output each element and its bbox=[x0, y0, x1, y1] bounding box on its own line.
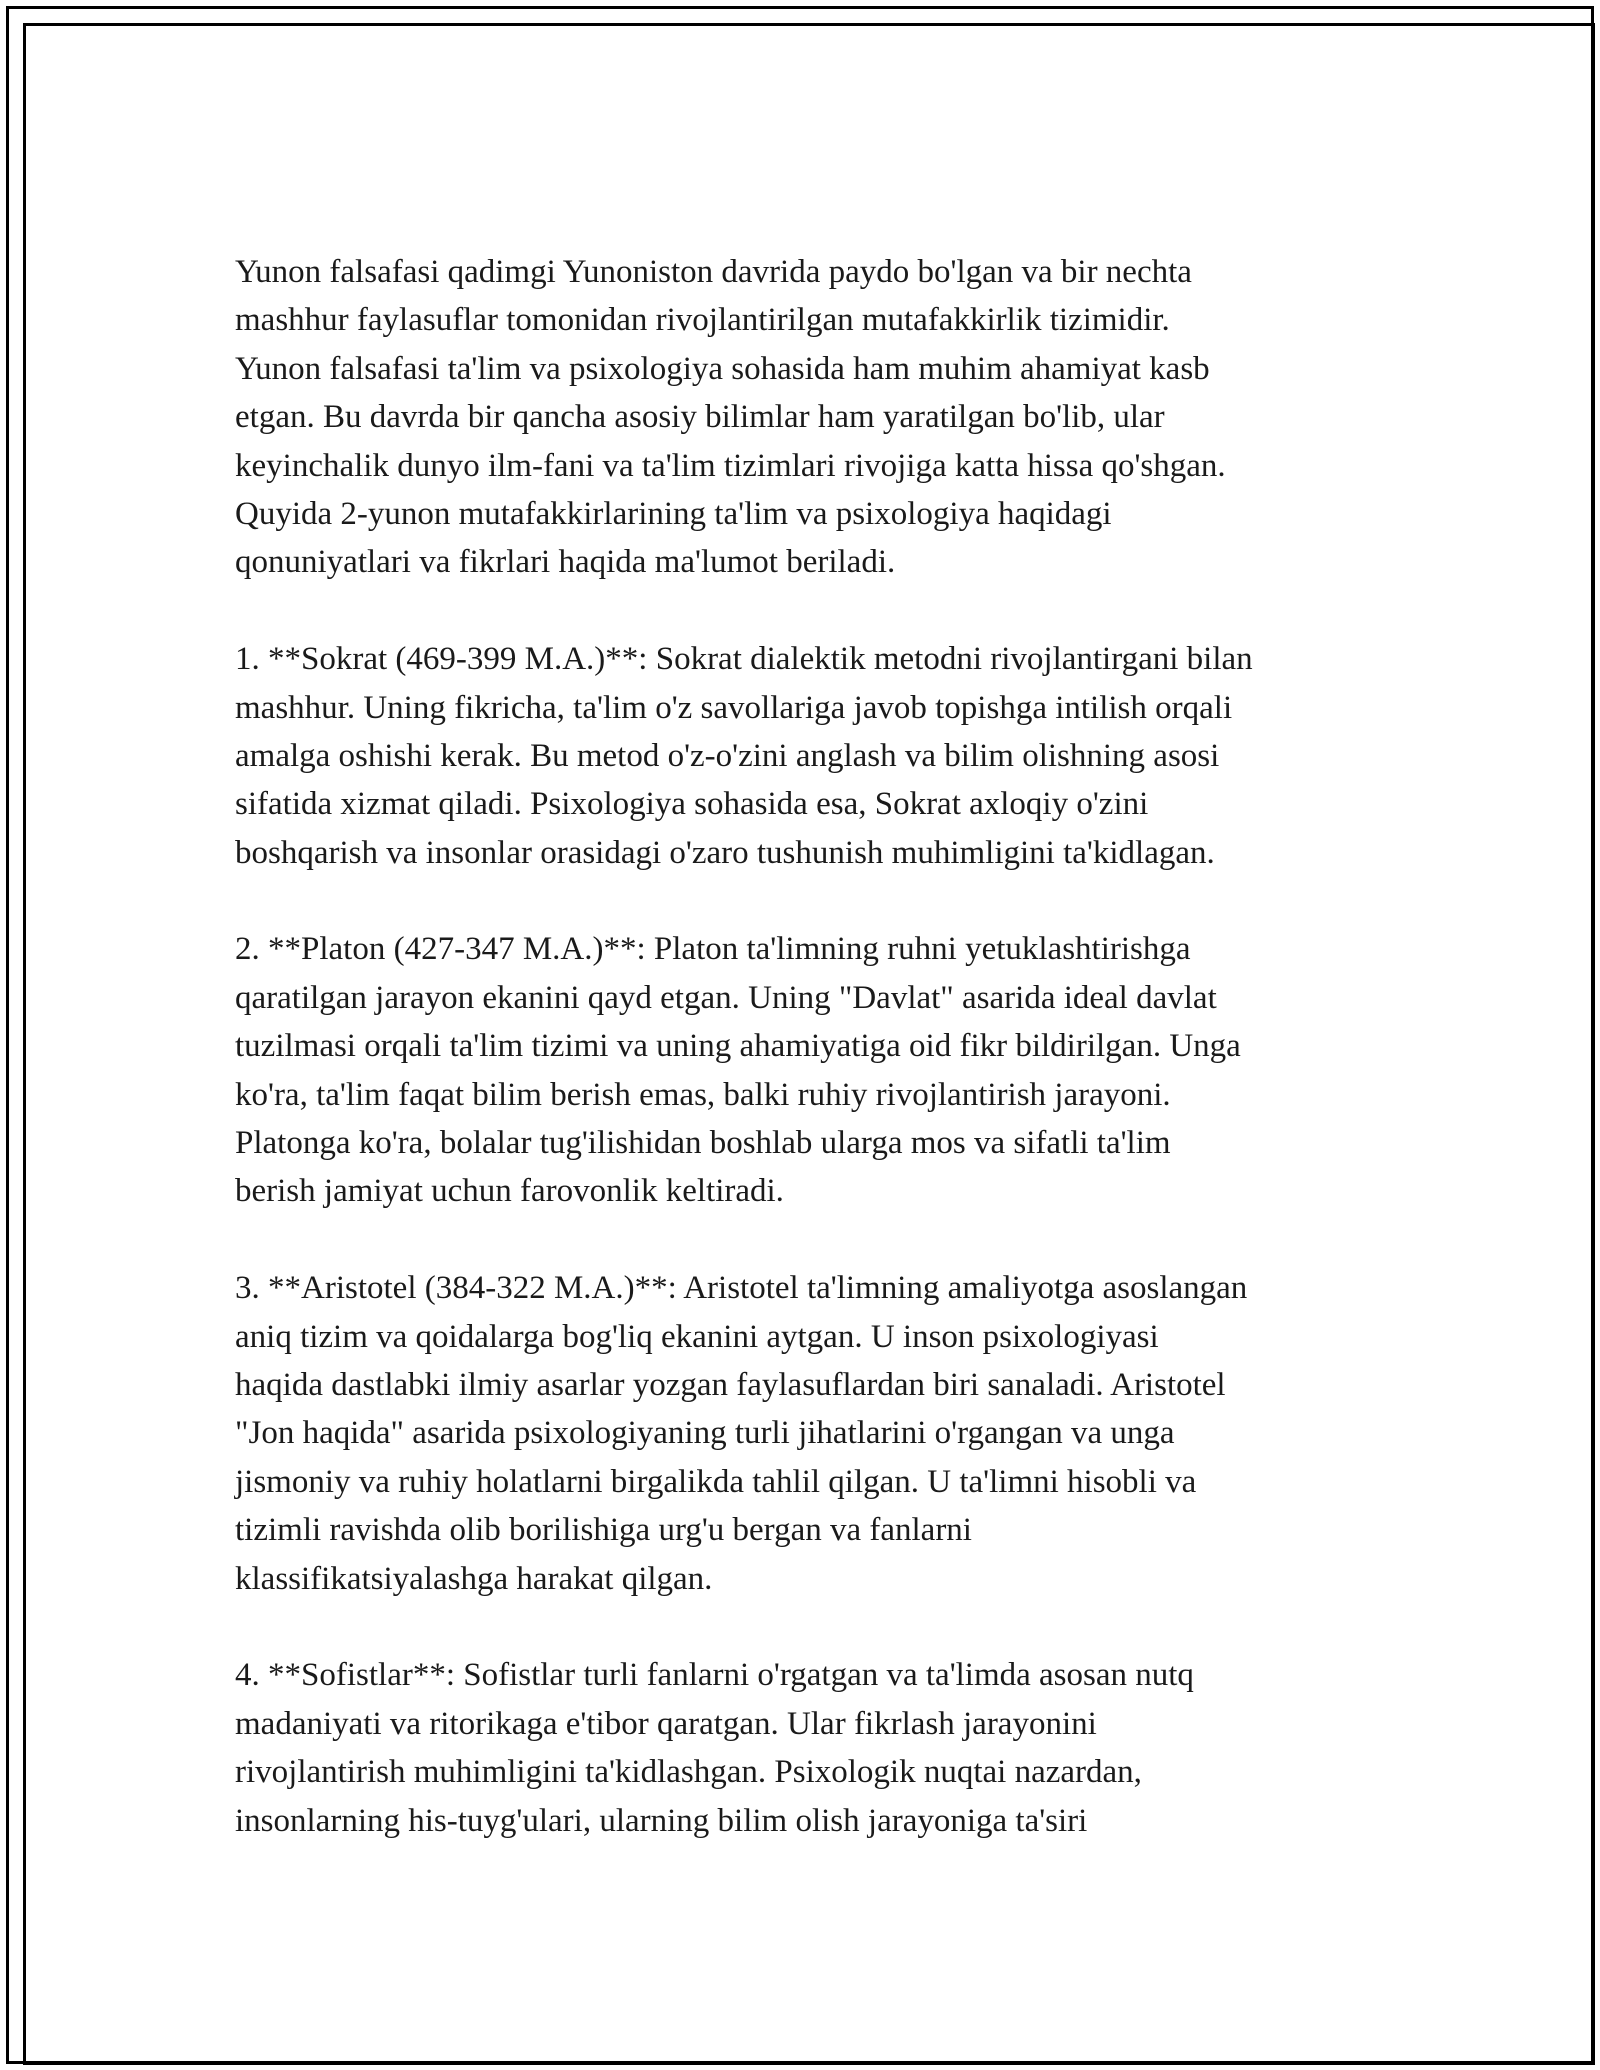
text-line: amalga oshishi kerak. Bu metod o'z-o'zini anglash va bilim olishning asosi bbox=[235, 737, 1220, 774]
text-line: 4. **Sofistlar**: Sofistlar turli fanlarni o'rgatgan va ta'limda asosan nutq bbox=[235, 1657, 1194, 1694]
text-line: mashhur. Uning fikricha, ta'lim o'z savollariga javob topishga intilish orqali bbox=[235, 689, 1233, 726]
paragraph-spacer bbox=[235, 1603, 1395, 1651]
text-line: qonuniyatlari va fikrlari haqida ma'lumot beriladi. bbox=[235, 544, 896, 581]
paragraph-spacer bbox=[235, 587, 1395, 635]
paragraph-aristotel bbox=[235, 1264, 1395, 1603]
document-body bbox=[235, 248, 1395, 1845]
text-line: berish jamiyat uchun farovonlik keltiradi. bbox=[235, 1173, 784, 1210]
text-line: 1. **Sokrat (469-399 M.A.)**: Sokrat dialektik metodni rivojlantirgani bilan bbox=[235, 641, 1253, 678]
text-line: aniq tizim va qoidalarga bog'liq ekanini aytgan. U inson psixologiyasi bbox=[235, 1318, 1159, 1355]
text-line: qaratilgan jarayon ekanini qayd etgan. Uning "Davlat" asarida ideal davlat bbox=[235, 979, 1217, 1016]
text-line: sifatida xizmat qiladi. Psixologiya sohasida esa, Sokrat axloqiy o'zini bbox=[235, 786, 1149, 823]
text-line: etgan. Bu davrda bir qancha asosiy bilimlar ham yaratilgan bo'lib, ular bbox=[235, 399, 1165, 436]
text-line: Platonga ko'ra, bolalar tug'ilishidan boshlab ularga mos va sifatli ta'lim bbox=[235, 1125, 1171, 1162]
text-line: madaniyati va ritorikaga e'tibor qaratgan. Ular fikrlash jarayonini bbox=[235, 1705, 1097, 1742]
text-line: Yunon falsafasi qadimgi Yunoniston davrida paydo bo'lgan va bir nechta bbox=[235, 254, 1192, 290]
paragraph-sofistlar bbox=[235, 1651, 1395, 1845]
text-line: 2. **Platon (427-347 M.A.)**: Platon ta'limning ruhni yetuklashtirishga bbox=[235, 931, 1191, 968]
text-line: jismoniy va ruhiy holatlarni birgalikda tahlil qilgan. U ta'limni hisobli va bbox=[235, 1463, 1197, 1500]
text-line: 3. **Aristotel (384-322 M.A.)**: Aristotel ta'limning amaliyotga asoslangan bbox=[235, 1270, 1248, 1307]
paragraph-spacer bbox=[235, 1216, 1395, 1264]
text-line: keyinchalik dunyo ilm-fani va ta'lim tizimlari rivojiga katta hissa qo'shgan. bbox=[235, 447, 1226, 484]
text-line: mashhur faylasuflar tomonidan rivojlantirilgan mutafakkirlik tizimidir. bbox=[235, 302, 1170, 339]
text-line: haqida dastlabki ilmiy asarlar yozgan faylasuflardan biri sanaladi. Aristotel bbox=[235, 1366, 1226, 1403]
text-line: ko'ra, ta'lim faqat bilim berish emas, balki ruhiy rivojlantirish jarayoni. bbox=[235, 1076, 1171, 1113]
paragraph-sokrat bbox=[235, 635, 1395, 877]
text-line: tuzilmasi orqali ta'lim tizimi va uning ahamiyatiga oid fikr bildirilgan. Unga bbox=[235, 1028, 1241, 1065]
text-line: Quyida 2-yunon mutafakkirlarining ta'lim va psixologiya haqidagi bbox=[235, 495, 1112, 532]
text-line: boshqarish va insonlar orasidagi o'zaro tushunish muhimligini ta'kidlagan. bbox=[235, 834, 1215, 871]
paragraph-spacer bbox=[235, 877, 1395, 925]
paragraph-platon bbox=[235, 925, 1395, 1215]
text-line: "Jon haqida" asarida psixologiyaning turli jihatlarini o'rgangan va unga bbox=[235, 1415, 1175, 1452]
text-line: tizimli ravishda olib borilishiga urg'u bergan va fanlarni bbox=[235, 1512, 972, 1549]
text-line: rivojlantirish muhimligini ta'kidlashgan. Psixologik nuqtai nazardan, bbox=[235, 1754, 1142, 1791]
text-line: klassifikatsiyalashga harakat qilgan. bbox=[235, 1560, 713, 1597]
text-line: insonlarning his-tuyg'ulari, ularning bilim olish jarayoniga ta'siri bbox=[235, 1802, 1088, 1839]
paragraph-intro bbox=[235, 248, 1395, 587]
text-line: Yunon falsafasi ta'lim va psixologiya sohasida ham muhim ahamiyat kasb bbox=[235, 350, 1210, 387]
